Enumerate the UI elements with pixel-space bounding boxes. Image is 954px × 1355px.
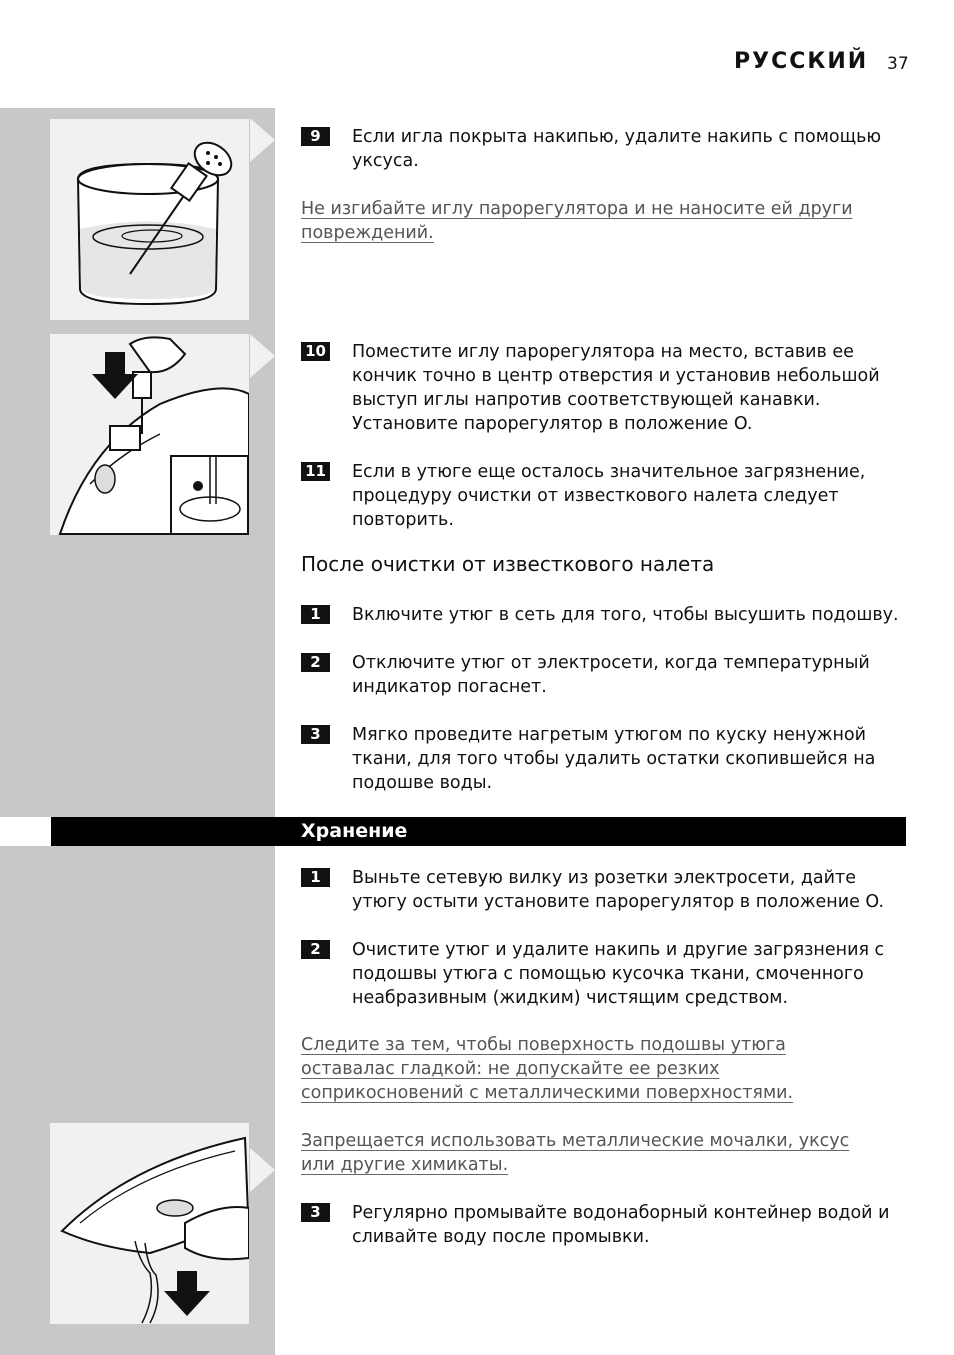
step-number: 1 <box>301 868 330 887</box>
step-text: Отключите утюг от электросети, когда температурный индикатор погаснет. <box>352 653 870 697</box>
step-text: Поместите иглу парорегулятора на место, вставив ее кончик точно в центр отверстия и установив небольшой выступ иглы напротив соответствующей канавки. Установите парорегулятор в положение O. <box>352 342 880 434</box>
step-number: 11 <box>301 462 330 481</box>
step-number: 10 <box>301 342 330 361</box>
iron-drain-icon <box>50 1123 249 1324</box>
step-text: Мягко проведите нагретым утюгом по куску ненужной ткани, для того чтобы удалить остатки скопившейся на подошве воды. <box>352 725 876 793</box>
figure-pointer <box>250 334 275 378</box>
warning-note: Не изгибайте иглу парорегулятора и не наносите ей други повреждений. <box>301 199 853 243</box>
figure-pointer <box>250 118 275 162</box>
step-text: Если в утюге еще осталось значительное загрязнение, процедуру очистки от известкового налета следует повторить. <box>352 462 866 530</box>
warning-note: Следите за тем, чтобы поверхность подошвы утюга оставалас гладкой: не допускайте ее резких соприкосновений с металлическими поверхностями. <box>301 1035 794 1103</box>
step-text: Если игла покрыта накипью, удалите накипь с помощью уксуса. <box>352 127 882 171</box>
language-title: РУССКИЙ <box>734 49 869 74</box>
figure-pointer <box>250 1148 275 1192</box>
figure-insert-needle <box>50 334 249 535</box>
section-title: Хранение <box>301 820 408 842</box>
section-header-bar <box>51 817 906 846</box>
step-number: 3 <box>301 1203 330 1222</box>
step-number: 1 <box>301 605 330 624</box>
step-number: 9 <box>301 127 330 146</box>
step-text: Регулярно промывайте водонаборный контейнер водой и сливайте воду после промывки. <box>352 1203 890 1247</box>
step-text: Очистите утюг и удалите накипь и другие загрязнения с подошвы утюга с помощью кусочка ткани, смоченного неабразивным (жидким) чистящим средством. <box>352 940 885 1008</box>
step-number: 2 <box>301 940 330 959</box>
step-text: Выньте сетевую вилку из розетки электросети, дайте утюгу остыти установите парорегулятор в положение O. <box>352 868 885 912</box>
warning-note: Запрещается использовать металлические мочалки, уксус или другие химикаты. <box>301 1131 850 1175</box>
step-number: 2 <box>301 653 330 672</box>
step-number: 3 <box>301 725 330 744</box>
section-subheading: После очистки от известкового налета <box>301 552 715 576</box>
page-number: 37 <box>887 54 909 74</box>
step-text: Включите утюг в сеть для того, чтобы высушить подошву. <box>352 605 899 625</box>
glass-needle-icon <box>50 119 249 320</box>
figure-drain-tank <box>50 1123 249 1324</box>
iron-needle-icon <box>50 334 249 535</box>
figure-needle-in-vinegar <box>50 119 249 320</box>
